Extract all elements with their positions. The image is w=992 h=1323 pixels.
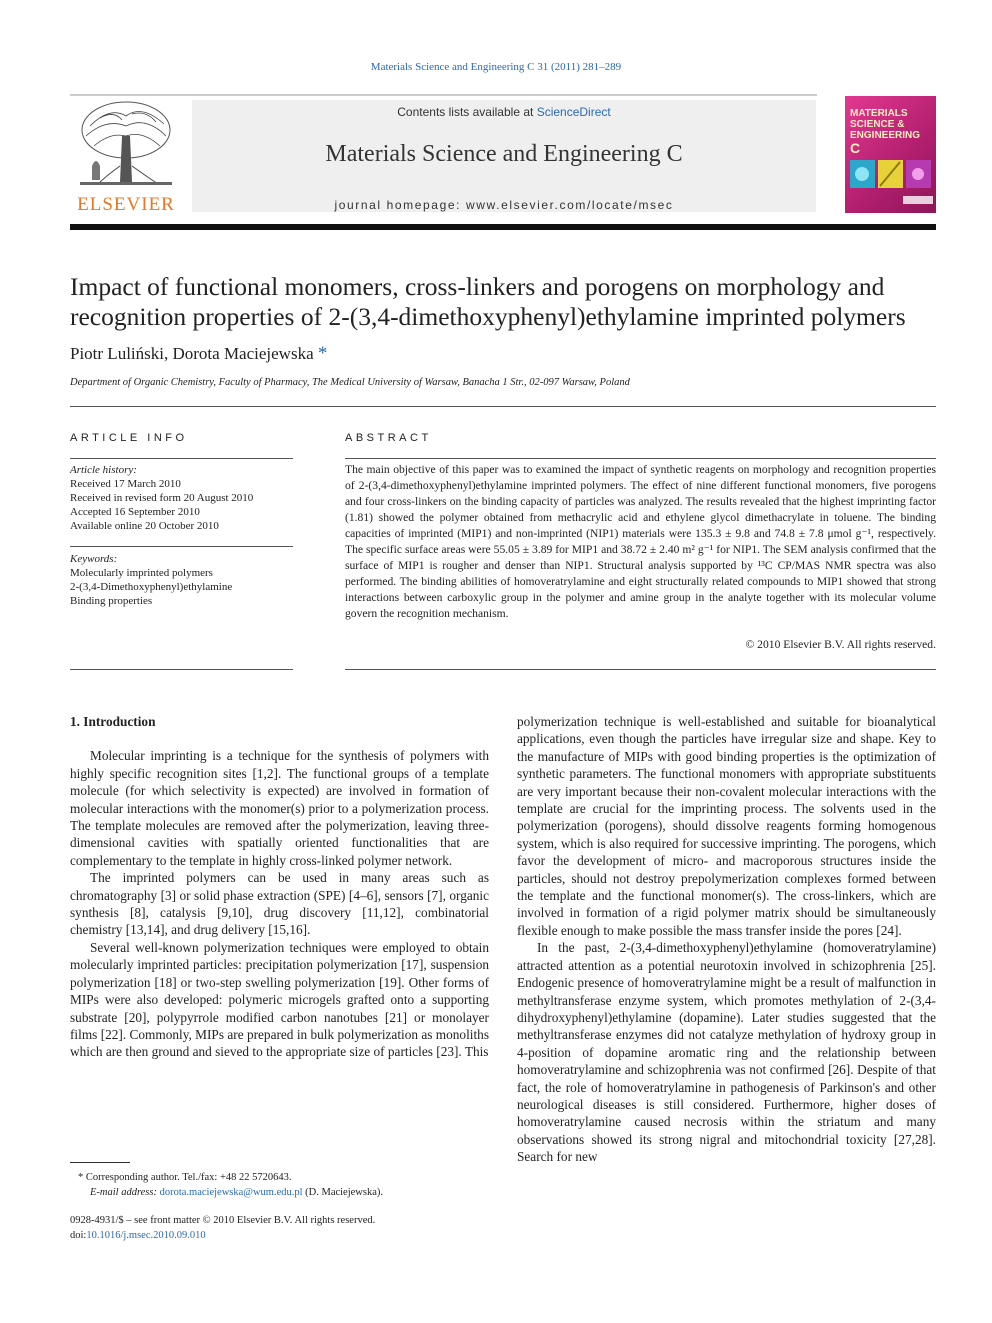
paragraph: Molecular imprinting is a technique for the synthesis of polymers with highly specific recognition sites [1,2]. The functional groups of a template molecule (for which selectivity is expected) are involved in formation of molecular interactions with the monomer(s) prior to a polymerization process. The template molecules are removed after the polymerization, leaving three-dimensional cavities with spatially oriented functionalities that are complementary to the template in highly cross-linked polymer network. — [70, 748, 489, 868]
divider — [70, 458, 293, 459]
email-label: E-mail address: — [90, 1187, 157, 1198]
body-left-column — [70, 713, 489, 1061]
history-label: Article history: — [70, 464, 137, 476]
abstract-heading: ABSTRACT — [345, 432, 432, 444]
corresponding-author-text: Corresponding author. Tel./fax: +48 22 5720643. — [85, 1172, 292, 1183]
paragraph: The imprinted polymers can be used in many areas such as chromatography [3] or solid phase extraction (SPE) [4–6], sensors [7], organic synthesis [8], catalysis [9,10], drug discovery [11,12], combinatorial chemistry [13,14], and drug delivery [15,16]. — [70, 870, 489, 938]
journal-homepage — [192, 198, 816, 212]
doi-label: doi: — [70, 1230, 87, 1241]
divider — [70, 669, 293, 670]
header-rule — [70, 224, 936, 230]
affiliation: Department of Organic Chemistry, Faculty of Pharmacy, The Medical University of Warsaw, Banacha 1 Str., 02-097 Warsaw, Poland — [70, 377, 630, 388]
body-right-column — [517, 713, 936, 1166]
contents-prefix: Contents lists available at — [397, 105, 534, 119]
footnote-mark: * — [78, 1172, 84, 1183]
corresponding-author-mark[interactable]: * — [317, 343, 328, 364]
history-item: Accepted 16 September 2010 — [70, 506, 200, 518]
divider — [70, 546, 293, 547]
homepage-link[interactable]: www.elsevier.com/locate/msec — [466, 198, 674, 212]
email-suffix: (D. Maciejewska). — [305, 1187, 383, 1198]
doi-line — [70, 1228, 490, 1243]
keyword-item: 2-(3,4-Dimethoxyphenyl)ethylamine — [70, 581, 233, 593]
email-note — [78, 1185, 478, 1200]
journal-cover[interactable] — [845, 96, 936, 213]
paragraph: polymerization technique is well-established and suitable for bioanalytical applications, even though the particles have irregular size and shape. Key to the manufacture of MIPs with good binding properties is the optimization of synthetic parameters. The functional monomers with appropriate substituents are very important because their non-covalent molecular interactions with the template are crucial for the imprinting process. The solvents used in the polymerization (porogens), should dissolve reagents forming homogenous system, which is also required for successive imprinting. The porogens, which favor the development of micro- and macroporous structures inside the particles, should not destroy prepolymerization complexes formed between the template and the functional monomer(s). The cross-linkers, which are involved in formation of a rigid polymer matrix should be simultaneously flexible enough to make possible the mass transfer inside the pores [24]. — [517, 714, 936, 938]
cover-publisher-mark — [903, 196, 933, 204]
cover-title: MATERIALS SCIENCE & ENGINEERING — [850, 108, 921, 141]
contents-line — [192, 105, 816, 119]
email-link[interactable]: dorota.maciejewska@wum.edu.pl — [159, 1187, 303, 1198]
authors-names: Piotr Luliński, Dorota Maciejewska — [70, 344, 314, 363]
keyword-item: Binding properties — [70, 595, 153, 607]
divider — [345, 458, 936, 459]
paragraph: Several well-known polymerization techniques were employed to obtain molecularly imprinted particles: precipitation polymerization [17], suspension polymerization [18] or two-step swelling polymerization [19]. Other forms of MIPs were also developed: polymeric microgels grafted onto a supporting substrate [20], polypyrrole modified carbon nanotubes [21] or monolayer films [22]. Commonly, MIPs are prepared in bulk polymerization as monoliths which are then ground and sieved to the appropriate size of particles [23]. This — [70, 939, 489, 1060]
cover-letter: C — [850, 140, 861, 156]
article-info-heading: ARTICLE INFO — [70, 432, 188, 444]
article-title: Impact of functional monomers, cross-linkers and porogens on morphology and recognition properties of 2-(3,4-dimethoxyphenyl)ethylamine imprinted polymers — [70, 272, 906, 331]
keyword-item: Molecularly imprinted polymers — [70, 567, 213, 579]
section-heading: 1. Introduction — [70, 714, 156, 729]
homepage-prefix: journal homepage: — [334, 198, 462, 212]
journal-citation[interactable]: Materials Science and Engineering C 31 (2011) 281–289 — [370, 61, 622, 73]
corresponding-author-note — [78, 1170, 478, 1185]
divider — [70, 406, 936, 407]
divider — [345, 669, 936, 670]
elsevier-logo[interactable] — [70, 96, 182, 215]
keywords-label: Keywords: — [70, 553, 118, 565]
history-item: Received in revised form 20 August 2010 — [70, 492, 254, 504]
paragraph: In the past, 2-(3,4-dimethoxyphenyl)ethylamine (homoveratrylamine) attracted attention as a potential neurotoxin involved in schizophrenia [25]. Endogenic presence of homoveratrylamine might be a result of malfunction in methyltransferase enzyme system, which promotes methylation of 2-(3,4-dihydroxyphenyl)ethylamine (dopamine). Later studies suggested that the methyltransferase enzymes did not catalyze methylation of hydroxy group in 4-position of dopamine aromatic ring and the relationship between homoveratrylamine and schizophrenia was not confirmed [26]. Despite of that fact, the role of homoveratrylamine in pathogenesis of Parkinson's and other neurological diseases is still considered. Furthermore, higher doses of homoveratrylamine caused necrosis within the striatum and many observations showed its strong nigral and mitochondrial toxicity [27,28]. Search for new — [517, 940, 936, 1165]
front-matter — [70, 1213, 490, 1243]
history-item: Available online 20 October 2010 — [70, 520, 219, 532]
journal-name: Materials Science and Engineering C — [325, 141, 683, 167]
history-item: Received 17 March 2010 — [70, 478, 181, 490]
footnote — [78, 1170, 478, 1200]
keywords — [70, 552, 293, 608]
article-history — [70, 463, 293, 533]
doi-link[interactable]: 10.1016/j.msec.2010.09.010 — [86, 1230, 206, 1241]
sciencedirect-link[interactable]: ScienceDirect — [536, 105, 611, 119]
footnote-rule — [70, 1162, 130, 1163]
issn-line: 0928-4931/$ – see front matter © 2010 Elsevier B.V. All rights reserved. — [70, 1215, 376, 1226]
publisher-wordmark: ELSEVIER — [77, 194, 175, 215]
elsevier-tree-icon — [70, 96, 182, 192]
abstract-copyright: © 2010 Elsevier B.V. All rights reserved. — [745, 638, 936, 651]
author-list — [70, 343, 327, 365]
abstract-text: The main objective of this paper was to examined the impact of synthetic reagents on morphology and recognition properties of 2-(3,4-dimethoxyphenyl)ethylamine imprinted polymers. The effect of nine different functional monomers, five porogens and four cross-linkers on the binding capacity of particles was analyzed. The results revealed that the highest imprinting factor (1.81) showed the polymer obtained from methacrylic acid and ethylene glycol dimethacrylate in toluene. The binding capacities of imprinted (MIP1) and non-imprinted (NIP1) materials were 135.3 ± 9.8 and 74.8 ± 7.8 μmol g⁻¹, respectively. The specific surface areas were 55.05 ± 3.89 for MIP1 and 38.72 ± 2.40 m² g⁻¹ for NIP1. The SEM analysis confirmed that the surface of MIP1 is rougher and denser than NIP1. Structural analysis supported by ¹³C CP/MAS NMR spectra was also performed. The binding abilities of homoveratrylamine and eight structurally related compounds to MIP1 showed that strong interactions between carboxylic group in the polymer and amine group in the analyte together with its molecular volume govern the recognition mechanism. — [345, 463, 936, 620]
cover-images-icon — [850, 160, 931, 188]
